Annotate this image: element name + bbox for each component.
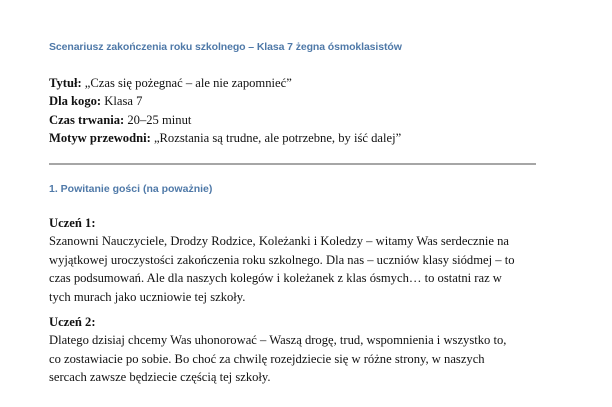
meta-label: Czas trwania:	[49, 112, 125, 127]
speaker-text-line: Dlatego dzisiaj chcemy Was uhonorować – Waszą drogę, trud, wspomnienia i wszystko to,	[49, 333, 507, 348]
speaker-text-line: sercach zawsze będziecie częścią tej szkoły.	[49, 370, 271, 385]
meta-duration-row	[49, 111, 401, 129]
speaker-text-line: co zostawiacie po sobie. Bo choć za chwilę rozejdziecie się w różne strony, w naszych	[49, 351, 485, 366]
speaker-label: Uczeń 1:	[49, 216, 96, 230]
speaker-block-2	[49, 313, 549, 387]
speaker-text-line: czas podsumowań. Ale dla naszych kolegów i koleżanek z klas ósmych… to ostatni raz w	[49, 271, 502, 286]
meta-value: Klasa 7	[101, 94, 143, 109]
speaker-text-line: tych murach jako uczniowie tej szkoły.	[49, 289, 246, 304]
speaker-block-1	[49, 214, 549, 306]
meta-theme-row	[49, 129, 401, 147]
meta-label: Tytuł:	[49, 76, 82, 90]
section-heading: 1. Powitanie gości (na poważnie)	[49, 183, 213, 195]
meta-audience-row	[49, 92, 401, 110]
meta-label: Dla kogo:	[49, 94, 102, 109]
meta-label: Motyw przewodni:	[49, 131, 151, 146]
meta-value: „Czas się pożegnać – ale nie zapomnieć”	[81, 76, 292, 90]
speaker-text-line: wyjątkowej uroczystości zakończenia roku szkolnego. Dla nas – uczniów klasy siódmej – to	[49, 252, 515, 267]
document-title: Scenariusz zakończenia roku szkolnego – Klasa 7 żegna ósmoklasistów	[49, 41, 402, 53]
speaker-label: Uczeń 2:	[49, 315, 96, 329]
meta-value: 20–25 minut	[124, 112, 192, 127]
meta-value: „Rozstania są trudne, ale potrzebne, by iść dalej”	[150, 131, 402, 146]
speaker-text-line: Szanowni Nauczyciele, Drodzy Rodzice, Koleżanki i Koledzy – witamy Was serdecznie na	[49, 234, 510, 249]
horizontal-divider	[49, 163, 536, 165]
meta-title-row	[49, 74, 401, 92]
document-meta	[49, 74, 401, 148]
